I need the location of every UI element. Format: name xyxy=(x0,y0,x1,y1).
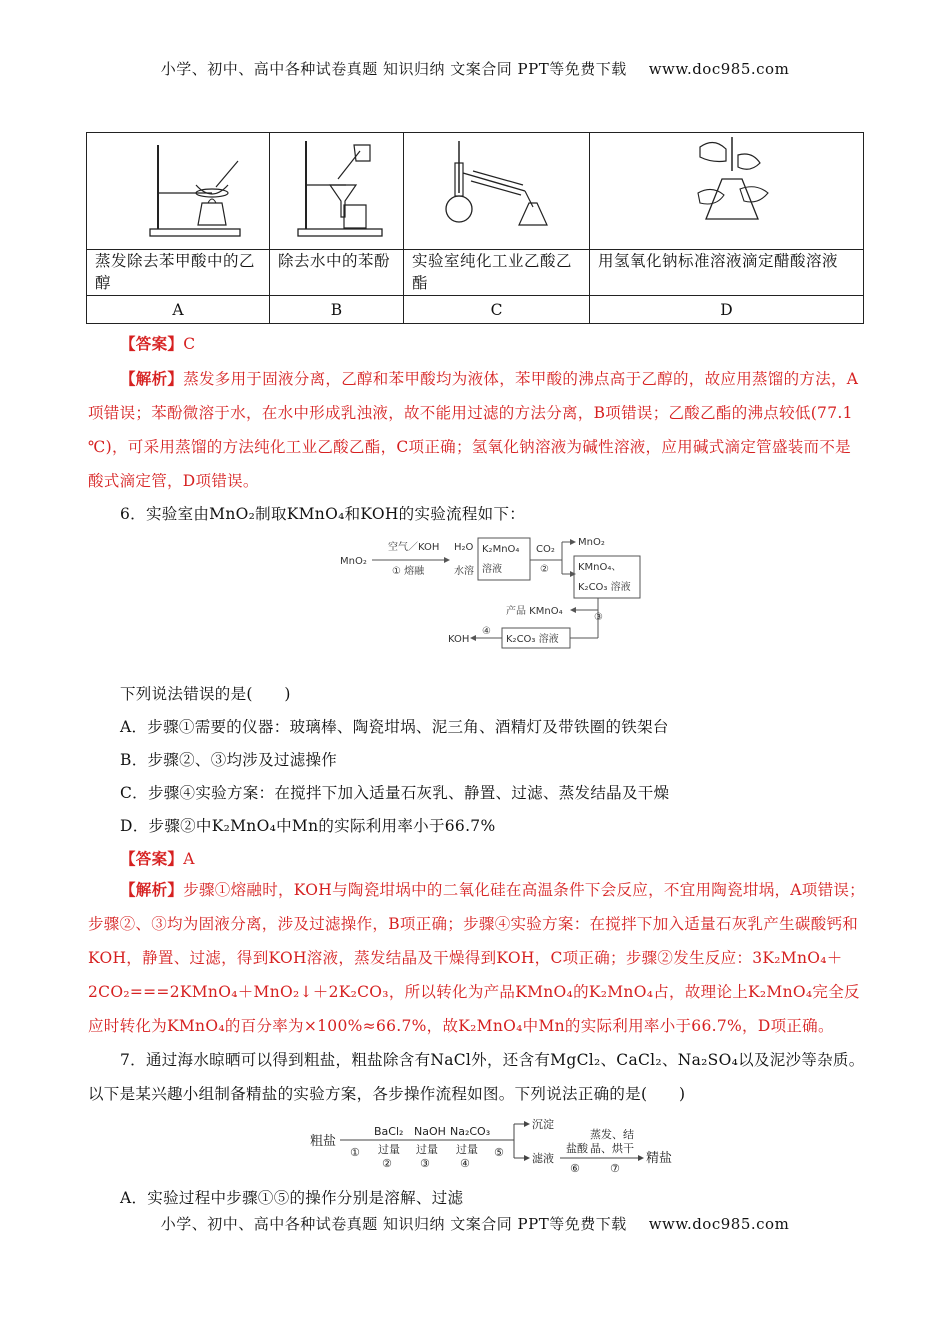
flow7-r1: BaCl₂ xyxy=(374,1125,404,1138)
flow7-start: 粗盐 xyxy=(310,1134,337,1149)
flow-step4: ③ xyxy=(594,612,603,623)
footer-url: www.doc985.com xyxy=(648,1215,790,1233)
flow7-s5: ⑤ xyxy=(494,1146,504,1159)
q6-answer xyxy=(120,847,195,869)
salt-flowchart xyxy=(310,1112,700,1174)
flow-box2a: KMnO₄、 xyxy=(578,562,622,573)
flow-box3: K₂CO₃ 溶液 xyxy=(506,634,559,645)
flow7-f3: 过量 xyxy=(456,1143,478,1156)
flow7-s6: ⑥ xyxy=(570,1162,580,1174)
flow-step5: ④ xyxy=(482,626,491,637)
header-text: 小学、初中、高中各种试卷真题 知识归纳 文案合同 PPT等免费下载 xyxy=(160,60,627,78)
flow7-precip: 沉淀 xyxy=(532,1118,554,1131)
flow-start: MnO₂ xyxy=(340,556,367,567)
q5-answer-tag: 【答案】 xyxy=(120,334,184,353)
q6-analysis xyxy=(88,873,866,1043)
q5-analysis-text: 蒸发多用于固液分离，乙醇和苯甲酸均为液体，苯甲酸的沸点高于乙醇的，故应用蒸馏的方法，A项错误；苯酚微溶于水，在水中形成乳浊液，故不能用过滤的方法分离，B项错误；乙酸乙酯的沸点较低(77.1 ℃)，可采用蒸馏的方法纯化工业乙酸乙酯，C项正确；氢氧化钠溶液为碱性溶液，应用碱式滴定管盛装而不是酸式滴定管，D项错误。 xyxy=(88,370,859,490)
filtration-apparatus-icon xyxy=(272,133,402,245)
flow-reagent1: 空气／KOH xyxy=(388,542,440,553)
flow7-s1: ① xyxy=(350,1146,360,1159)
q5-answer-value: C xyxy=(183,335,196,353)
option-desc-c: 实验室纯化工业乙酸乙酯 xyxy=(404,250,590,296)
flow7-evap2: 晶、烘干 xyxy=(590,1142,634,1155)
figure-cell-c xyxy=(404,133,590,250)
apparatus-table xyxy=(86,132,864,324)
flow-koh: KOH xyxy=(448,634,470,645)
flow-reagent3: CO₂ xyxy=(536,544,555,555)
flow-box1b: 溶液 xyxy=(482,564,502,575)
q5-analysis xyxy=(88,362,866,498)
flow-out1: MnO₂ xyxy=(578,537,605,548)
q6-stem xyxy=(120,502,525,524)
flow7-acid: 盐酸 xyxy=(566,1142,588,1155)
flow-step1: ① 熔融 xyxy=(392,566,425,577)
flow-reagent2: H₂O xyxy=(454,542,474,553)
flow7-r3: Na₂CO₃ xyxy=(450,1125,491,1138)
option-label-c: C xyxy=(404,296,590,324)
option-desc-d: 用氢氧化钠标准溶液滴定醋酸溶液 xyxy=(590,250,864,296)
option-desc-b: 除去水中的苯酚 xyxy=(270,250,404,296)
flow7-end: 精盐 xyxy=(646,1151,673,1166)
flow-box2b: K₂CO₃ 溶液 xyxy=(578,582,631,593)
q6-option-d: D．步骤②中K₂MnO₄中Mn的实际利用率小于66.7% xyxy=(120,817,496,835)
figure-cell-d xyxy=(590,133,864,250)
q5-analysis-tag: 【解析】 xyxy=(120,369,184,388)
flow7-r2: NaOH xyxy=(414,1125,446,1138)
figure-cell-a xyxy=(87,133,270,250)
flow7-s2: ② xyxy=(382,1157,392,1170)
flow7-f2: 过量 xyxy=(416,1143,438,1156)
q5-answer xyxy=(120,332,195,354)
flow7-f1: 过量 xyxy=(378,1143,400,1156)
flow-step3: ② xyxy=(540,564,549,575)
figure-cell-b xyxy=(270,133,404,250)
q6-answer-tag: 【答案】 xyxy=(120,849,184,868)
q7-option-a: A．实验过程中步骤①⑤的操作分别是溶解、过滤 xyxy=(120,1189,464,1207)
kmno4-flowchart xyxy=(336,530,656,654)
option-label-a: A xyxy=(87,296,270,324)
flow7-evap1: 蒸发、结 xyxy=(590,1128,634,1141)
flow7-s7: ⑦ xyxy=(610,1162,620,1174)
flow7-filtrate: 滤液 xyxy=(532,1152,554,1165)
option-desc-a: 蒸发除去苯甲酸中的乙醇 xyxy=(87,250,270,296)
option-label-b: B xyxy=(270,296,404,324)
footer-text: 小学、初中、高中各种试卷真题 知识归纳 文案合同 PPT等免费下载 xyxy=(160,1215,627,1233)
flow-box1a: K₂MnO₄ xyxy=(482,544,520,555)
flow7-s3: ③ xyxy=(420,1157,430,1170)
q6-answer-value: A xyxy=(183,850,195,868)
header-url: www.doc985.com xyxy=(648,60,790,78)
q6-analysis-tag: 【解析】 xyxy=(120,880,184,899)
q6-number: 6． xyxy=(120,505,146,523)
q6-option-c: C．步骤④实验方案：在搅拌下加入适量石灰乳、静置、过滤、蒸发结晶及干燥 xyxy=(120,784,670,802)
flow7-s4: ④ xyxy=(460,1157,470,1170)
titration-apparatus-icon xyxy=(602,133,852,245)
q6-option-b: B．步骤②、③均涉及过滤操作 xyxy=(120,751,338,769)
q6-stem-text: 实验室由MnO₂制取KMnO₄和KOH的实验流程如下： xyxy=(145,505,526,523)
q6-option-a: A．步骤①需要的仪器：玻璃棒、陶瓷坩埚、泥三角、酒精灯及带铁圈的铁架台 xyxy=(120,718,669,736)
distillation-apparatus-icon xyxy=(405,133,589,245)
flow-product: 产品 KMnO₄ xyxy=(506,606,563,617)
q7-stem-text: 7．通过海水晾晒可以得到粗盐，粗盐除含有NaCl外，还含有MgCl₂、CaCl₂、Na₂SO₄以及泥沙等杂质。以下是某兴趣小组制备精盐的实验方案，各步操作流程如图。下列说法正确的是( ) xyxy=(88,1051,865,1103)
page-footer xyxy=(0,1213,950,1234)
q6-analysis-text: 步骤①熔融时，KOH与陶瓷坩埚中的二氧化硅在高温条件下会反应，不宜用陶瓷坩埚，A项错误；步骤②、③均为固液分离，涉及过滤操作，B项正确；步骤④实验方案：在搅拌下加入适量石灰乳产生碳酸钙和KOH，静置、过滤，得到KOH溶液，蒸发结晶及干燥得到KOH，C项正确；步骤②发生反应：3K₂MnO₄＋2CO₂===2KMnO₄＋MnO₂↓＋2K₂CO₃，所以转化为产品KMnO₄的K₂MnO₄占，故理论上K₂MnO₄完全反应时转化为KMnO₄的百分率为×100%≈66.7%，故K₂MnO₄中Mn的实际利用率小于66.7%，D项正确。 xyxy=(88,881,865,1035)
option-label-d: D xyxy=(590,296,864,324)
q7-stem xyxy=(88,1043,866,1111)
evaporation-apparatus-icon xyxy=(88,133,268,245)
page-header xyxy=(0,58,950,79)
q6-question: 下列说法错误的是( ) xyxy=(120,685,291,703)
flow-step2: 水溶 xyxy=(454,566,474,577)
